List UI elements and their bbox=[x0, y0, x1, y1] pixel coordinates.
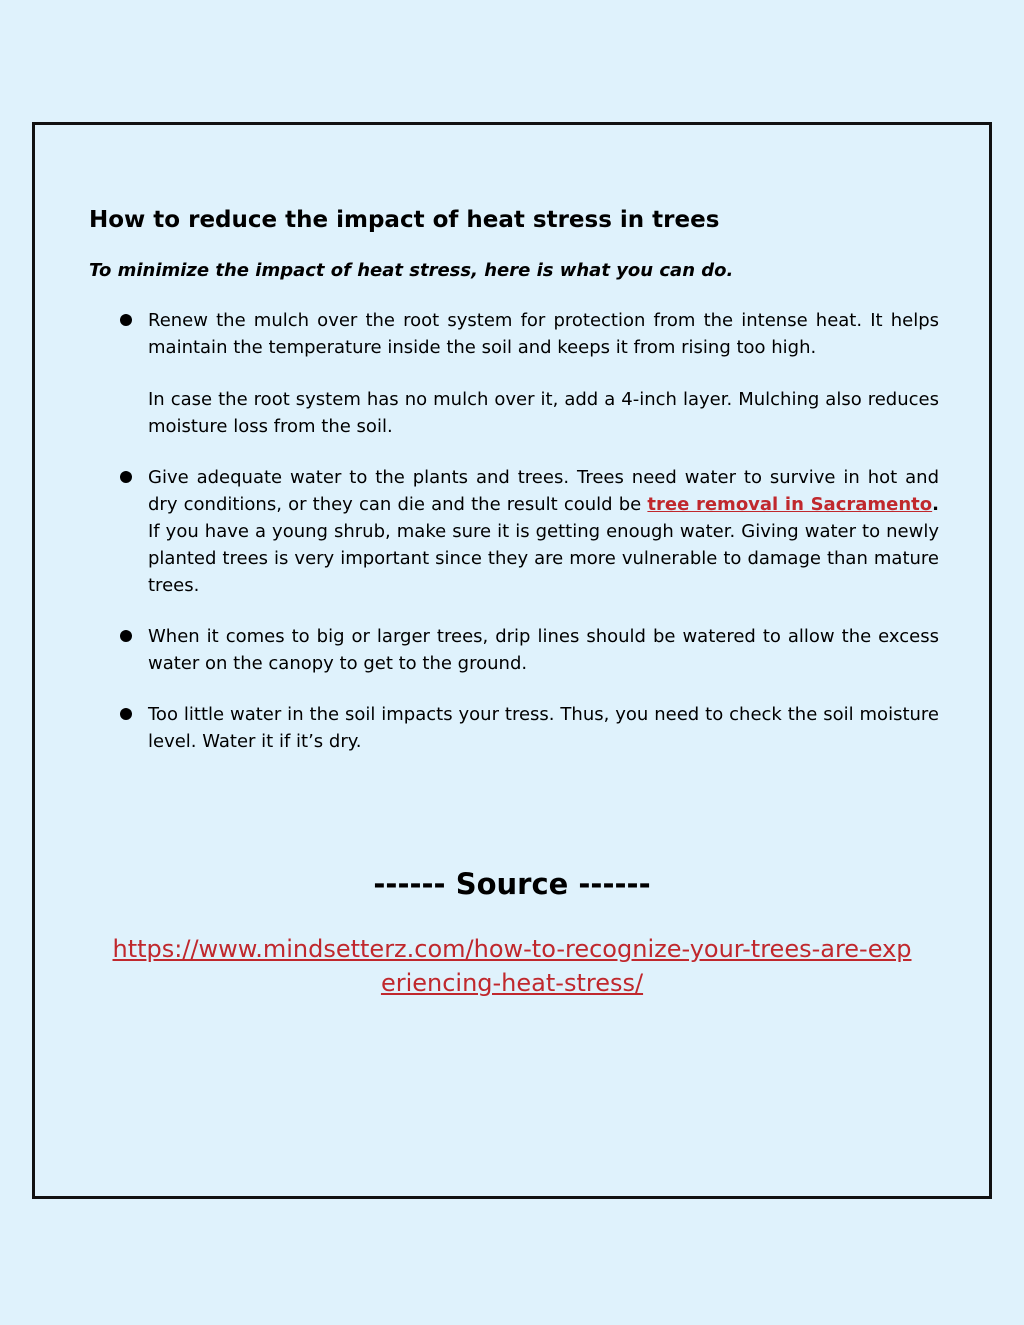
soil-moisture-paragraph: Too little water in the soil impacts your tress. Thus, you need to check the soil moisture level. Water it if it’s dry. bbox=[148, 704, 939, 752]
article-body bbox=[89, 203, 939, 779]
bullet-icon bbox=[120, 630, 132, 642]
source-section bbox=[35, 862, 989, 1000]
mulch-layer-paragraph: In case the root system has no mulch over it, add a 4-inch layer. Mulching also reduces moisture loss from the soil. bbox=[148, 389, 939, 437]
bullet-icon bbox=[120, 471, 132, 483]
article-heading: How to reduce the impact of heat stress in trees bbox=[89, 207, 720, 233]
source-heading: ------ Source ------ bbox=[373, 867, 651, 901]
water-paragraph bbox=[148, 464, 939, 599]
water-text-after: If you have a young shrub, make sure it is getting enough water. Giving water to newly planted trees is very important since they are more vulnerable to damage than mature trees. bbox=[148, 521, 939, 596]
list-item bbox=[89, 307, 939, 440]
link-punctuation: . bbox=[932, 494, 939, 515]
list-item bbox=[89, 623, 939, 677]
tips-list bbox=[89, 307, 939, 755]
drip-lines-paragraph: When it comes to big or larger trees, drip lines should be watered to allow the excess water on the canopy to get to the ground. bbox=[148, 626, 939, 674]
list-item bbox=[89, 464, 939, 599]
mulch-paragraph: Renew the mulch over the root system for protection from the intense heat. It helps maintain the temperature inside the soil and keeps it from rising too high. bbox=[148, 310, 939, 358]
tree-removal-link[interactable]: tree removal in Sacramento bbox=[647, 494, 933, 515]
bullet-icon bbox=[120, 708, 132, 720]
article-intro: To minimize the impact of heat stress, here is what you can do. bbox=[89, 260, 734, 281]
bullet-icon bbox=[120, 314, 132, 326]
list-item bbox=[89, 701, 939, 755]
water-text-before: Give adequate water to the plants and trees. Trees need water to survive in hot and dry conditions, or they can die and the result could be bbox=[148, 467, 939, 515]
source-url-link[interactable]: https://www.mindsetterz.com/how-to-recognize-your-trees-are-experiencing-heat-stress/ bbox=[112, 935, 912, 997]
